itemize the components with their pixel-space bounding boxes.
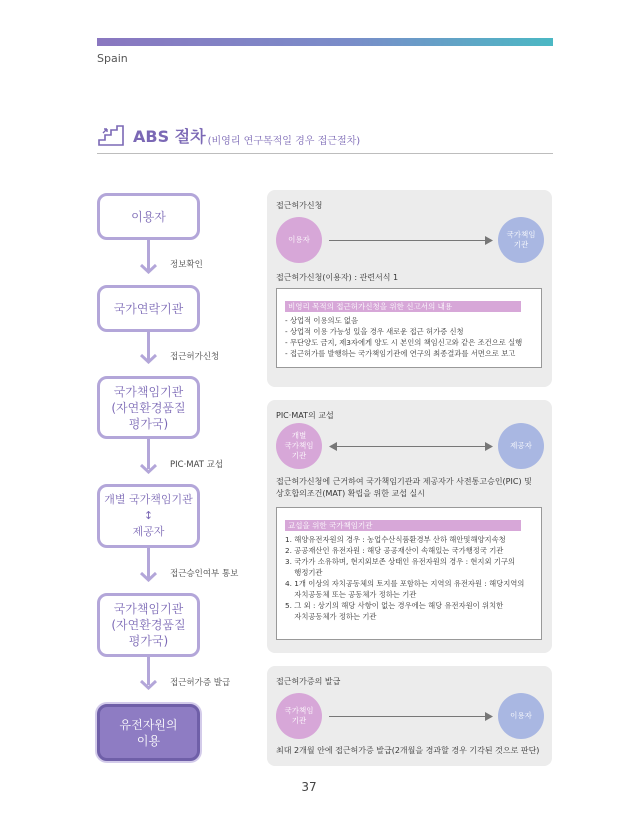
country-label: Spain — [97, 52, 128, 65]
node-national-authority: 국가책임 기관 — [498, 217, 544, 263]
panel-title: 접근허가증의 발급 — [276, 677, 341, 686]
node-individual-authority: 개별 국가책임 기관 — [276, 423, 322, 469]
panel-note: 최대 2개월 안에 접근허가증 발급(2개월을 경과할 경우 기각된 것으로 판단) — [276, 746, 540, 755]
node-user: 이용자 — [498, 693, 544, 739]
negotiation-authority-box — [276, 507, 542, 640]
step-label-access-request: 접근허가신청 — [170, 352, 220, 362]
arrow-right-icon — [485, 236, 493, 245]
arrow-right-icon — [485, 712, 493, 721]
header-gradient-bar — [97, 38, 553, 46]
title-sub: (비영리 연구목적일 경우 접근절차) — [207, 136, 361, 147]
flow-box-genetic-resource-use: 유전자원의 이용 — [97, 704, 200, 761]
panel-note: 접근허가신청(이용자) : 관련서식 1 — [276, 273, 399, 282]
flow-box-national-contact: 국가연락기관 — [97, 285, 200, 332]
list-item: - 상업적 이용 가능성 있을 경우 새로운 접근 허가증 신청 — [285, 327, 464, 336]
node-user: 이용자 — [276, 217, 322, 263]
list-item: 1. 해양유전자원의 경우 : 농업수산식품환경부 산하 해안및해양지속청 — [285, 535, 506, 544]
step-label-permit-issue: 접근허가증 발급 — [170, 678, 231, 688]
panel-permit-issue — [267, 666, 552, 766]
node-national-authority: 국가책임 기관 — [276, 693, 322, 739]
box-heading: 비영리 목적의 접근허가신청을 위한 신고서의 내용 — [285, 301, 521, 312]
panel-access-request — [267, 190, 552, 387]
stairs-icon — [97, 125, 125, 147]
flow-box-national-authority-2: 국가책임기관 (자연환경품질 평가국) — [97, 593, 200, 657]
list-item: 5. 그 외 : 상기의 해당 사항이 없는 경우에는 해당 유전자원이 위치한 자치공동체가 정하는 기관 — [285, 601, 504, 621]
list-item: - 무단양도 금지, 제3자에게 양도 시 본인의 책임신고와 같은 조건으로 실행 — [285, 338, 523, 347]
declaration-content-box — [276, 288, 542, 368]
panel-title: 접근허가신청 — [276, 201, 323, 210]
list-item: 4. 1개 이상의 자치공동체의 토지를 포함하는 지역의 유전자원 : 해당지역의 자치공동체 또는 공동체가 정하는 기관 — [285, 579, 525, 599]
list-item: 3. 국가가 소유하며, 현지외보존 상태인 유전자원의 경우 : 현지외 기구의 행정기관 — [285, 557, 515, 577]
arrow-right — [329, 240, 489, 241]
list-item: - 상업적 이용의도 없음 — [285, 316, 359, 325]
step-label-pic-mat: PIC·MAT 교섭 — [170, 460, 224, 470]
chevron-down-icon — [140, 680, 157, 690]
flow-box-user: 이용자 — [97, 193, 200, 240]
step-label-info-check: 정보확인 — [170, 260, 203, 270]
panel-title: PIC·MAT의 교섭 — [276, 411, 334, 420]
section-title — [97, 124, 553, 154]
list-item: 2. 공공재산인 유전자원 : 해당 공공재산이 속해있는 국가행정국 기관 — [285, 546, 504, 555]
chevron-down-icon — [140, 264, 157, 274]
flow-box-national-authority: 국가책임기관 (자연환경품질 평가국) — [97, 376, 200, 439]
chevron-down-icon — [140, 572, 157, 582]
chevron-down-icon — [140, 354, 157, 364]
flow-box-individual-authority: 개별 국가책임기관 ↕ 제공자 — [97, 484, 200, 548]
list-item: - 접근허가를 발행하는 국가책임기관에 연구의 최종결과를 서면으로 보고 — [285, 349, 516, 358]
chevron-down-icon — [140, 464, 157, 474]
arrow-right-icon — [485, 442, 493, 451]
page-number: 37 — [301, 780, 317, 794]
title-main: ABS 절차 — [133, 127, 206, 146]
box-heading: 교섭을 위한 국가책임기관 — [285, 520, 521, 531]
arrow-right — [329, 716, 489, 717]
arrow-bidirectional — [333, 446, 489, 447]
panel-note: 접근허가신청에 근거하여 국가책임기관과 제공자가 사전통고승인(PIC) 및 상호합의조건(MAT) 확립을 위한 교섭 실시 — [276, 477, 532, 498]
panel-pic-mat — [267, 400, 552, 653]
step-label-approval-notice: 접근승인여부 통보 — [170, 569, 239, 579]
node-provider: 제공자 — [498, 423, 544, 469]
